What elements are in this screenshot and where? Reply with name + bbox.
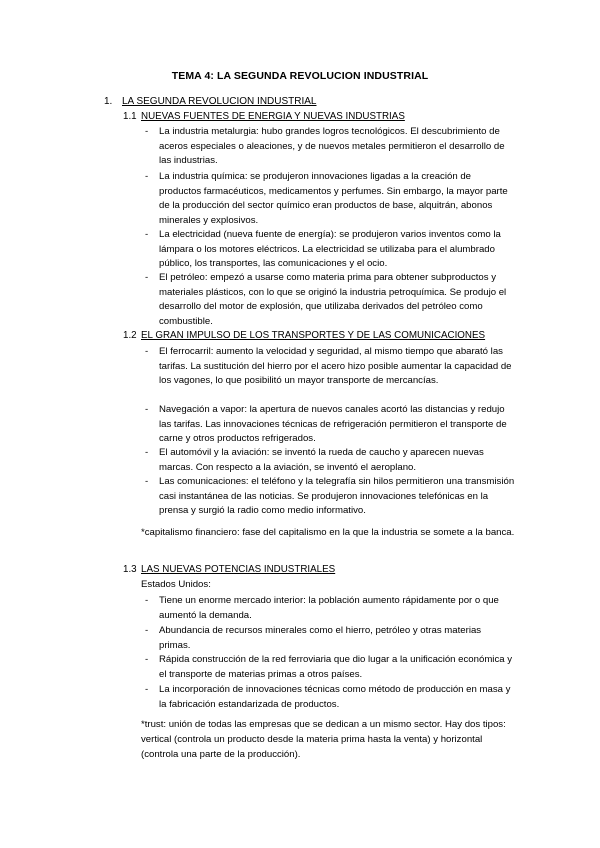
list-item-text: La electricidad (nueva fuente de energía): se produjeron varios inventos como la lámpara o los motores eléctricos. La electricidad se utilizaba para el alumbrado público, los transportes, las comunicaciones y el ocio. — [159, 229, 501, 270]
list-item-text: El petróleo: empezó a usarse como materia prima para obtener subproductos y materiales plásticos, con lo que se originó la industria petroquímica. Se produjo el desarrollo del motor de explosión, que utilizaba derivados del petróleo como combustible. — [159, 272, 507, 327]
list-item — [145, 475, 515, 519]
section-heading-1-3 — [123, 564, 335, 575]
section-heading-1-1 — [123, 111, 405, 122]
main-heading-text: LA SEGUNDA REVOLUCION INDUSTRIAL — [122, 96, 317, 107]
list-item-text: Tiene un enorme mercado interior: la población aumento rápidamente por o que aumentó la demanda. — [159, 595, 499, 621]
list-item-text: Rápida construcción de la red ferroviaria que dio lugar a la unificación económica y el transporte de materias primas a otros países. — [159, 654, 513, 680]
bullet-dash: - — [145, 625, 149, 636]
section-title: EL GRAN IMPULSO DE LOS TRANSPORTES Y DE LAS COMUNICACIONES — [141, 330, 486, 341]
list-item — [145, 228, 515, 272]
bullet-dash: - — [145, 272, 149, 283]
bullet-dash: - — [145, 654, 149, 665]
bullet-dash: - — [145, 346, 149, 357]
footnote-capitalismo: *capitalismo financiero: fase del capitalismo en la que la industria se somete a la banca. — [141, 527, 515, 538]
bullet-dash: - — [145, 171, 149, 182]
section-title: LAS NUEVAS POTENCIAS INDUSTRIALES — [141, 564, 336, 575]
bullet-dash: - — [145, 447, 149, 458]
bullet-dash: - — [145, 126, 149, 137]
bullet-dash: - — [145, 684, 149, 695]
section-number: 1.2 — [123, 330, 137, 341]
list-item-text: La industria metalurgia: hubo grandes logros tecnológicos. El descubrimiento de aceros especiales o aleaciones, y de nuevos metales permitieron el desarrollo de las industrias. — [159, 126, 505, 167]
list-item — [145, 594, 515, 623]
list-item-text: Las comunicaciones: el teléfono y la telegrafía sin hilos permitieron una transmisión casi instantánea de las noticias. Se produjeron innovaciones telefónicas en la prensa y surgió la radio como medio informativo. — [159, 476, 515, 517]
list-item — [145, 345, 515, 389]
list-item-text: La incorporación de innovaciones técnicas como método de producción en masa y la fabricación estandarizada de productos. — [159, 684, 511, 710]
list-item — [145, 683, 515, 712]
list-item — [145, 125, 515, 169]
section-number: 1.3 — [123, 564, 137, 575]
section-title: NUEVAS FUENTES DE ENERGIA Y NUEVAS INDUSTRIAS — [141, 111, 405, 122]
list-item — [145, 170, 515, 228]
bullet-dash: - — [145, 476, 149, 487]
list-item — [145, 624, 515, 653]
list-item-text: Abundancia de recursos minerales como el hierro, petróleo y otras materias primas. — [159, 625, 482, 651]
bullet-dash: - — [145, 595, 149, 606]
main-heading-number: 1. — [104, 96, 113, 107]
page-title: TEMA 4: LA SEGUNDA REVOLUCION INDUSTRIAL — [171, 70, 429, 82]
bullet-dash: - — [145, 404, 149, 415]
section-heading-1-2 — [123, 330, 485, 341]
footnote-trust: *trust: unión de todas las empresas que se dedican a un mismo sector. Hay dos tipos: vertical (controla un producto desde la materia prima hasta la venta) y horizontal (controla una parte de la producción). — [141, 719, 506, 760]
list-item — [145, 403, 515, 447]
list-item-text: El ferrocarril: aumento la velocidad y seguridad, al mismo tiempo que abarató las tarifas. La sustitución del hierro por el acero hizo posible aumentar la capacidad de los vagones, lo que posibilitó un mayor transporte de mercancías. — [159, 346, 512, 387]
list-item — [145, 446, 515, 475]
main-heading — [104, 96, 317, 107]
list-item-text: Navegación a vapor: la apertura de nuevos canales acortó las distancias y redujo las tarifas. Las innovaciones técnicas de refrigeración permitieron el transporte de carne y otros productos refrigerados. — [159, 404, 507, 445]
subheading-estados-unidos: Estados Unidos: — [141, 579, 211, 590]
section-number: 1.1 — [123, 111, 137, 122]
list-item — [145, 653, 515, 682]
list-item-text: La industria química: se produjeron innovaciones ligadas a la creación de productos farmacéuticos, medicamentos y perfumes. Sin embargo, la mayor parte de la producción del sector químico eran productos de base, alquitrán, abonos minerales y explosivos. — [159, 171, 508, 226]
list-item-text: El automóvil y la aviación: se inventó la rueda de caucho y aparecen nuevas marcas. Con respecto a la aviación, se inventó el aeroplano. — [159, 447, 484, 473]
list-item — [145, 271, 515, 329]
bullet-dash: - — [145, 229, 149, 240]
